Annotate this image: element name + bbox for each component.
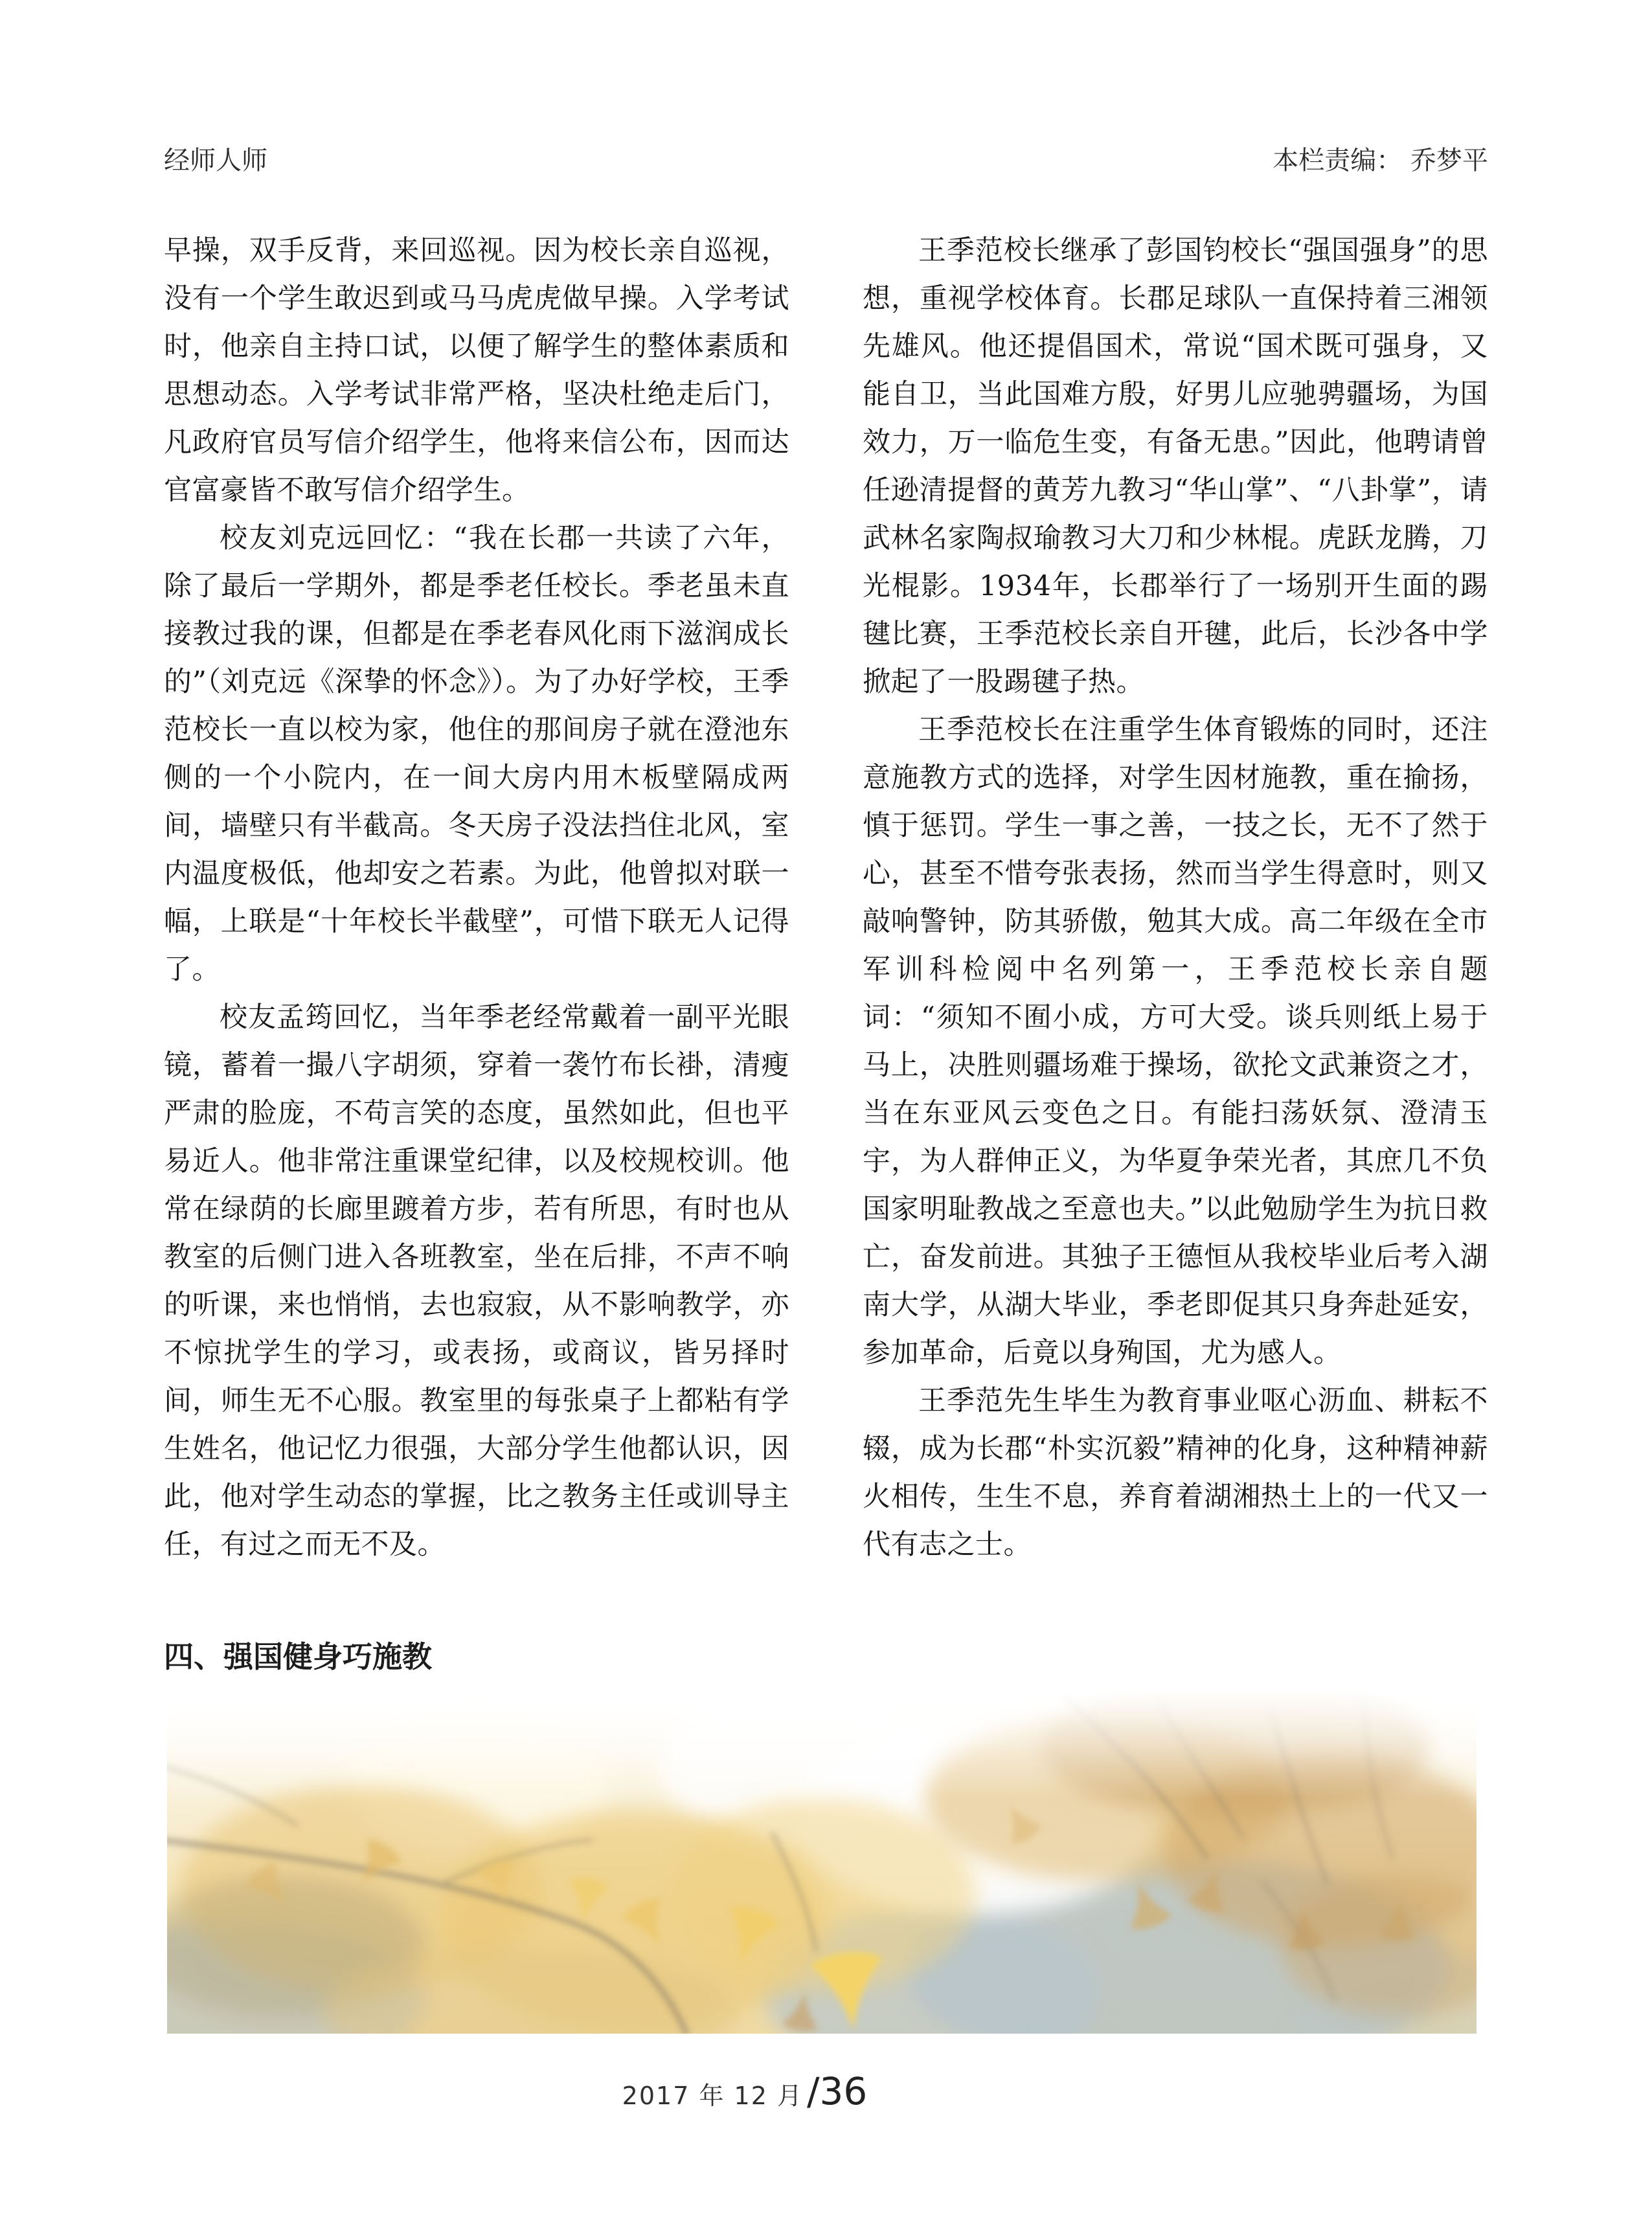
paragraph: 校友刘克远回忆：“我在长郡一共读了六年，除了最后一学期外，都是季老任校长。季老虽未直接教过我的课，但都是在季老春风化雨下滋润成长的”（刘克远《深挚的怀念》）。为了办好学校，王季范校长一直以校为家，他住的那间房子就在澄池东侧的一个小院内，在一间大房内用木板壁隔成两间，墙壁只有半截高。冬天房子没法挡住北风，室内温度极低，他却安之若素。为此，他曾拟对联一幅，上联是“十年校长半截壁”，可惜下联无人记得了。 bbox=[164, 522, 789, 986]
editor-credit: 本栏责编： 乔梦平 bbox=[1273, 146, 1488, 176]
paragraph: 早操，双手反背，来回巡视。因为校长亲自巡视，没有一个学生敢迟到或马马虎虎做早操。入学考试时，他亲自主持口试，以便了解学生的整体素质和思想动态。入学考试非常严格，坚决杜绝走后门，凡政府官员写信介绍学生，他将来信公布，因而达官富豪皆不敢写信介绍学生。 bbox=[164, 234, 789, 506]
left-text-column bbox=[164, 227, 789, 1569]
ginkgo-leaves-photo-illustration bbox=[167, 1688, 1477, 2034]
paragraph: 校友孟筠回忆，当年季老经常戴着一副平光眼镜，蓄着一撮八字胡须，穿着一袭竹布长褂，清瘦严肃的脸庞，不苟言笑的态度，虽然如此，但也平易近人。他非常注重课堂纪律，以及校规校训。他常在绿荫的长廊里踱着方步，若有所思，有时也从教室的后侧门进入各班教室，坐在后排，不声不响的听课，来也悄悄，去也寂寂，从不影响教学，亦不惊扰学生的学习，或表扬，或商议，皆另择时间，师生无不心服。教室里的每张桌子上都粘有学生姓名，他记忆力很强，大部分学生他都认识，因此，他对学生动态的掌握，比之教务主任或训导主任，有过之而无不及。 bbox=[164, 1001, 789, 1561]
paragraph: 王季范先生毕生为教育事业呕心沥血、耕耘不辍，成为长郡“朴实沉毅”精神的化身，这种精神薪火相传，生生不息，养育着湖湘热土上的一代又一代有志之士。 bbox=[863, 1385, 1488, 1561]
column-title: 经师人师 bbox=[164, 146, 267, 176]
right-text-column bbox=[863, 227, 1488, 1569]
page-number: /36 bbox=[806, 2069, 868, 2113]
section-heading: 四、强国健身巧施教 bbox=[164, 1639, 432, 1674]
issue-date: 2017 年 12 月 bbox=[622, 2082, 803, 2110]
article-photo bbox=[167, 1688, 1477, 2034]
paragraph: 王季范校长在注重学生体育锻炼的同时，还注意施教方式的选择，对学生因材施教，重在揄扬，慎于惩罚。学生一事之善，一技之长，无不了然于心，甚至不惜夸张表扬，然而当学生得意时，则又敲响警钟，防其骄傲，勉其大成。高二年级在全市军训科检阅中名列第一，王季范校长亲自题词：“须知不囿小成，方可大受。谈兵则纸上易于马上，决胜则疆场难于操场，欲抡文武兼资之才，当在东亚风云变色之日。有能扫荡妖氛、澄清玉宇，为人群伸正义，为华夏争荣光者，其庶几不负国家明耻教战之至意也夫。”以此勉励学生为抗日救亡，奋发前进。其独子王德恒从我校毕业后考入湖南大学，从湖大毕业，季老即促其只身奔赴延安，参加革命，后竟以身殉国，尤为感人。 bbox=[863, 714, 1488, 1369]
page-footer bbox=[622, 2069, 868, 2113]
running-head bbox=[164, 144, 1488, 177]
paragraph: 王季范校长继承了彭国钧校长“强国强身”的思想，重视学校体育。长郡足球队一直保持着三湘领先雄风。他还提倡国术，常说“国术既可强身，又能自卫，当此国难方殷，好男儿应驰骋疆场，为国效力，万一临危生变，有备无患。”因此，他聘请曾任逊清提督的黄芳九教习“华山掌”、“八卦掌”，请武林名家陶叔瑜教习大刀和少林棍。虎跃龙腾，刀光棍影。1934年，长郡举行了一场别开生面的踢毽比赛，王季范校长亲自开毽，此后，长沙各中学掀起了一股踢毽子热。 bbox=[863, 234, 1488, 698]
